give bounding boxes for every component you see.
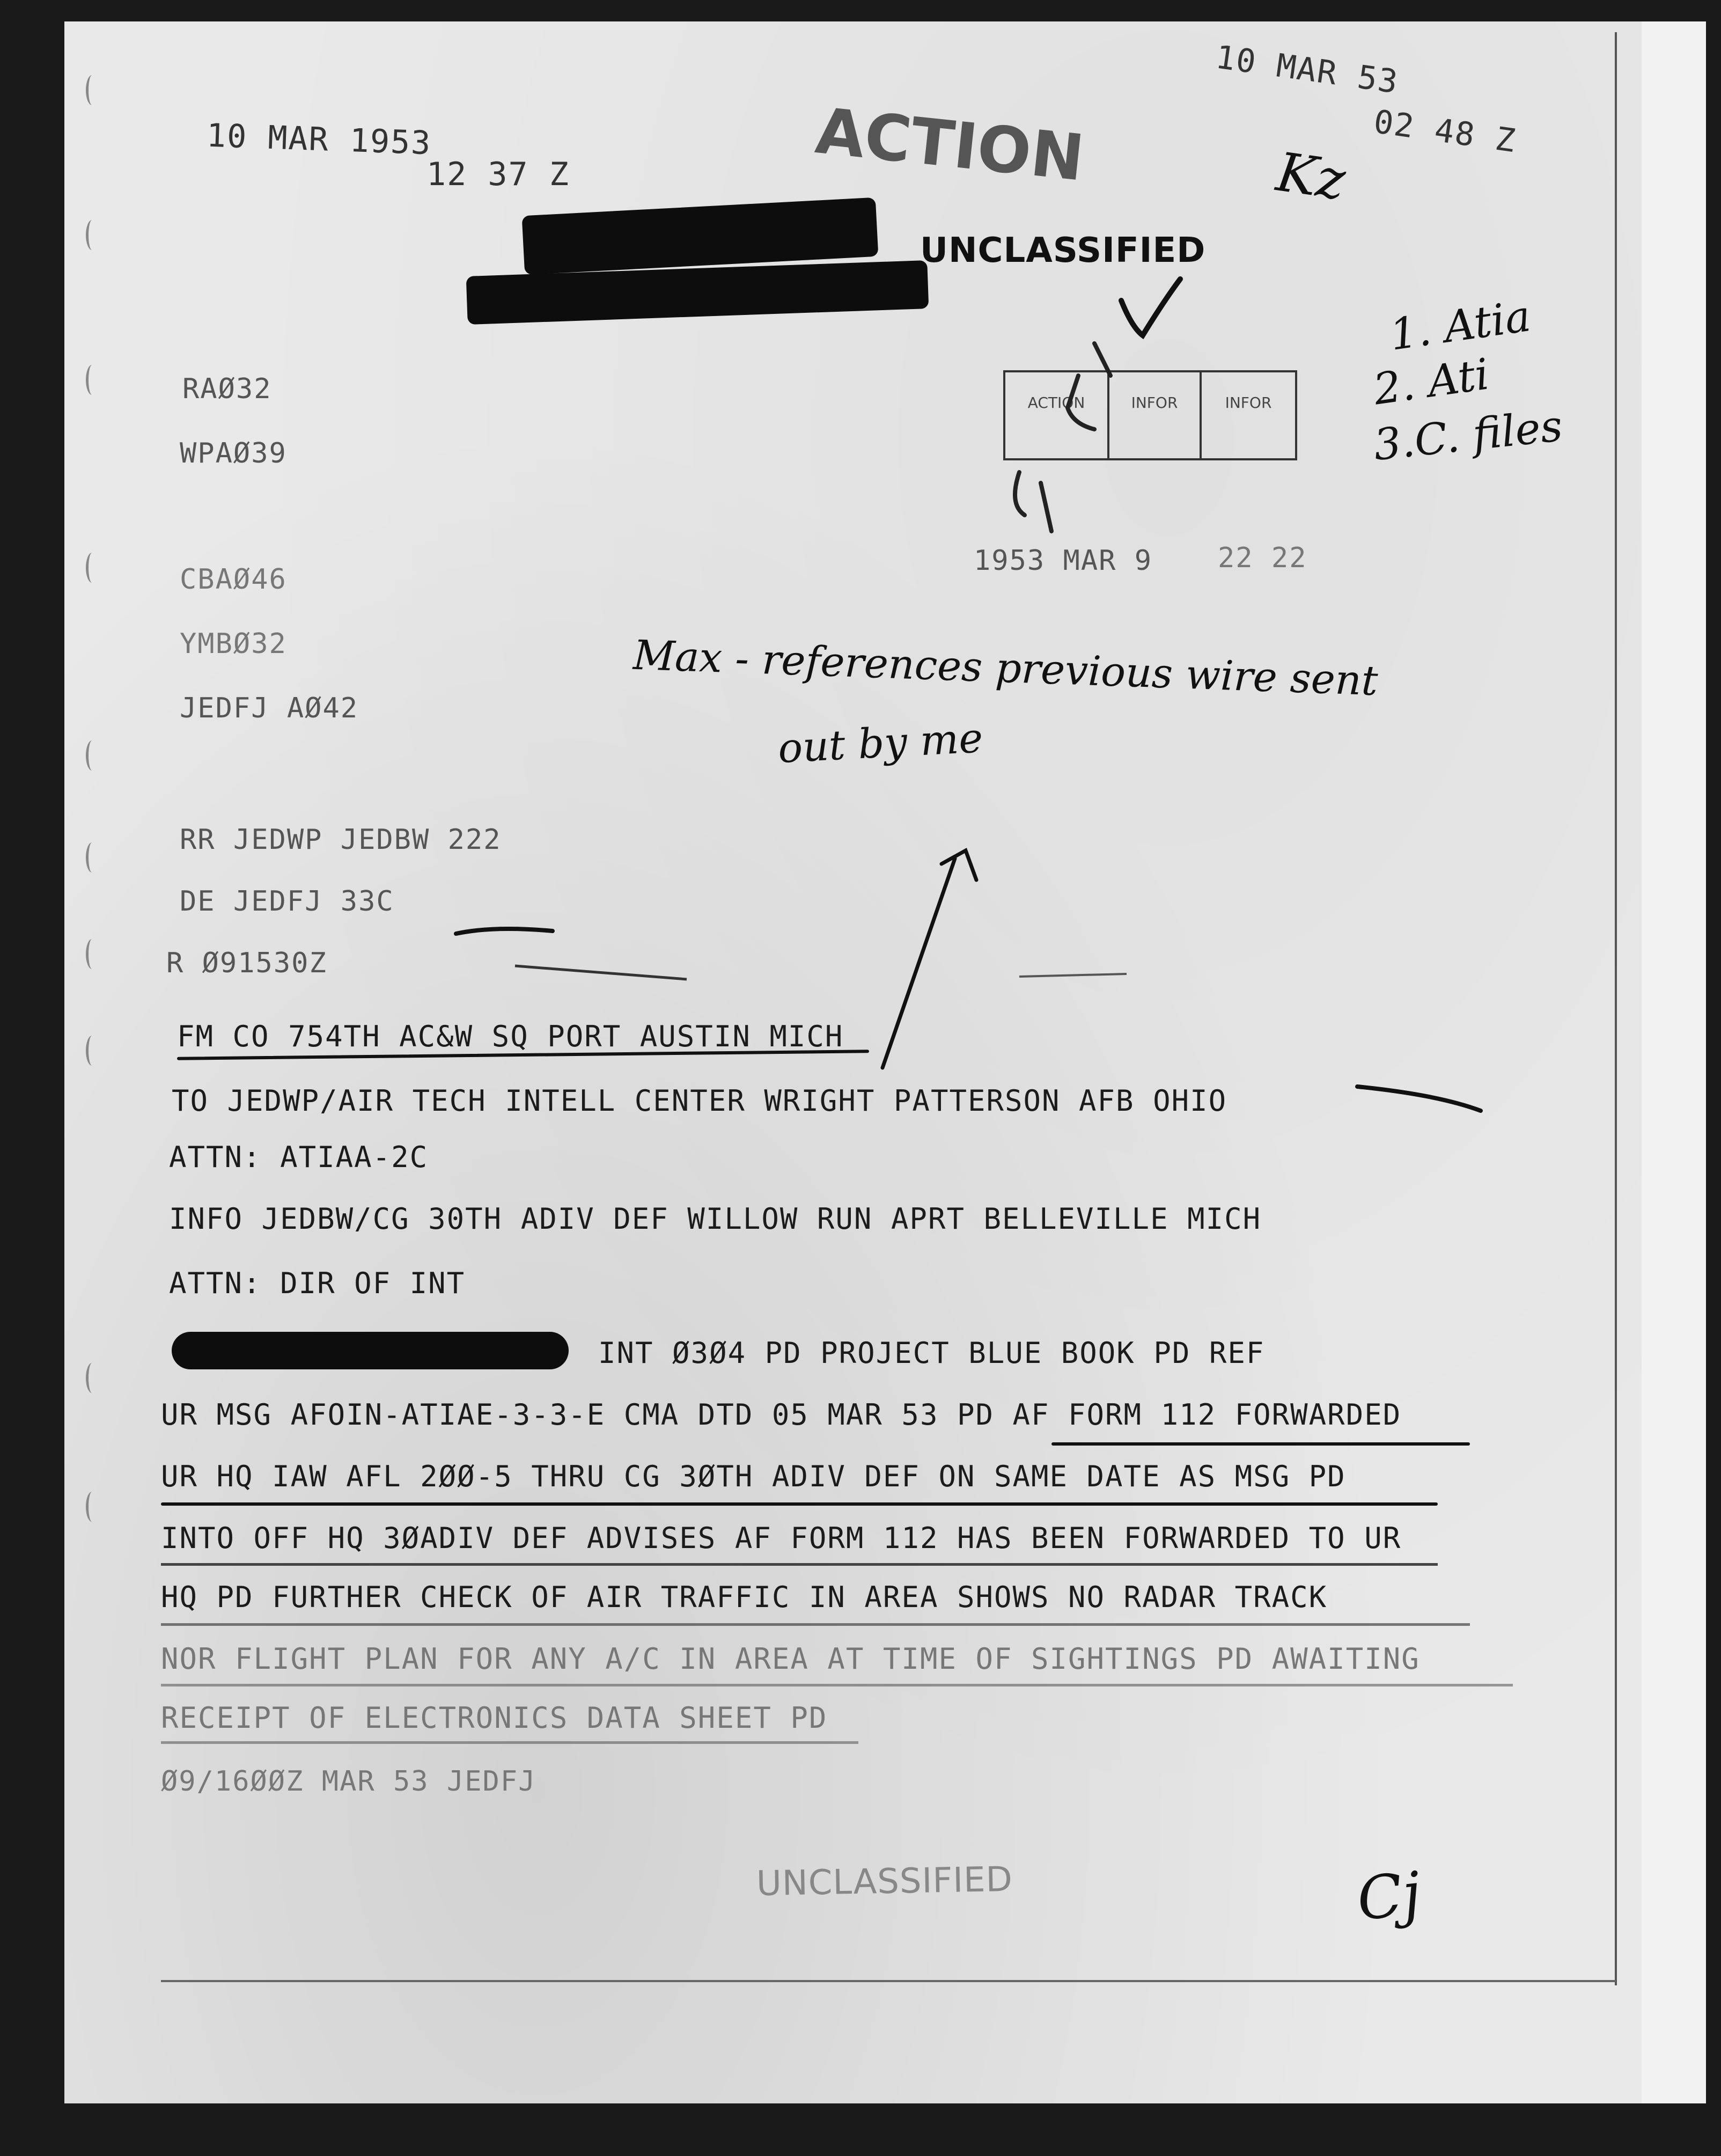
- pen-stroke: [1357, 1087, 1481, 1111]
- routing-cell-infor: INFOR: [1225, 394, 1272, 412]
- classification-bottom: UNCLASSIFIED: [756, 1859, 1013, 1904]
- to-line: TO JEDWP/AIR TECH INTELL CENTER WRIGHT PATTERSON AFB OHIO: [172, 1084, 1227, 1118]
- pen-stroke: [456, 929, 553, 934]
- info-line: INFO JEDBW/CG 30TH ADIV DEF WILLOW RUN APRT BELLEVILLE MICH: [169, 1202, 1262, 1236]
- from-line: FM CO 754TH AC&W SQ PORT AUSTIN MICH: [177, 1020, 844, 1053]
- attn-line: ATTN: DIR OF INT: [169, 1266, 466, 1300]
- route-code: CBAØ46: [180, 563, 287, 596]
- handwritten-note: Max - references previous wire sent: [632, 630, 1379, 705]
- handwritten-initials: Cj: [1354, 1859, 1424, 1934]
- date-stamp-right: 10 MAR 53: [1213, 38, 1401, 101]
- message-routing-line: RR JEDWP JEDBW 222: [180, 824, 502, 856]
- received-date: 1953 MAR 9: [974, 545, 1153, 577]
- message-body-line: UR HQ IAW AFL 2ØØ-5 THRU CG 3ØTH ADIV DEF ON SAME DATE AS MSG PD: [161, 1460, 1346, 1493]
- routing-cell-action: ACTION: [1027, 394, 1085, 412]
- message-body-line: NOR FLIGHT PLAN FOR ANY A/C IN AREA AT TIME OF SIGHTINGS PD AWAITING: [161, 1642, 1420, 1676]
- pen-stroke: [1019, 974, 1127, 977]
- route-code: JEDFJ AØ42: [180, 692, 359, 724]
- message-body-line: HQ PD FURTHER CHECK OF AIR TRAFFIC IN AREA SHOWS NO RADAR TRACK: [161, 1580, 1328, 1614]
- footer-dtg: Ø9/16ØØZ MAR 53 JEDFJ: [161, 1765, 536, 1798]
- message-body-line: INTO OFF HQ 3ØADIV DEF ADVISES AF FORM 112 HAS BEEN FORWARDED TO UR: [161, 1521, 1402, 1555]
- handwritten-initials: Kz: [1273, 140, 1349, 212]
- time-stamp-left: 12 37 Z: [426, 156, 570, 193]
- action-stamp: ACTION: [812, 93, 1088, 195]
- pen-stroke: [515, 966, 687, 979]
- received-time: 22 22: [1218, 542, 1307, 574]
- route-code: RAØ32: [182, 373, 272, 405]
- message-originator-line: DE JEDFJ 33C: [180, 885, 394, 918]
- date-stamp-left: 10 MAR 1953: [205, 116, 432, 163]
- handwritten-routing-item: 2. Ati: [1370, 349, 1492, 415]
- handwritten-routing-item: 1. Atia: [1386, 291, 1534, 360]
- classification-top: UNCLASSIFIED: [920, 231, 1206, 270]
- time-stamp-right: 02 48 Z: [1371, 102, 1519, 160]
- route-code: WPAØ39: [180, 437, 287, 470]
- message-dtg-line: R Ø91530Z: [166, 947, 327, 979]
- handwritten-routing-item: 3.C. files: [1371, 400, 1565, 471]
- message-body-line: UR MSG AFOIN-ATIAE-3-3-E CMA DTD 05 MAR 53 PD AF FORM 112 FORWARDED: [161, 1398, 1402, 1432]
- check-mark: [1121, 279, 1180, 335]
- message-body-line: INT Ø3Ø4 PD PROJECT BLUE BOOK PD REF: [598, 1336, 1265, 1370]
- routing-cell-infor: INFOR: [1131, 394, 1178, 412]
- handwritten-note: out by me: [776, 714, 984, 772]
- arrow-icon: [882, 850, 976, 1068]
- attn-line: ATTN: ATIAA-2C: [169, 1140, 429, 1174]
- route-code: YMBØ32: [180, 628, 287, 660]
- message-body-line: RECEIPT OF ELECTRONICS DATA SHEET PD: [161, 1701, 828, 1735]
- pen-stroke: [1015, 343, 1110, 531]
